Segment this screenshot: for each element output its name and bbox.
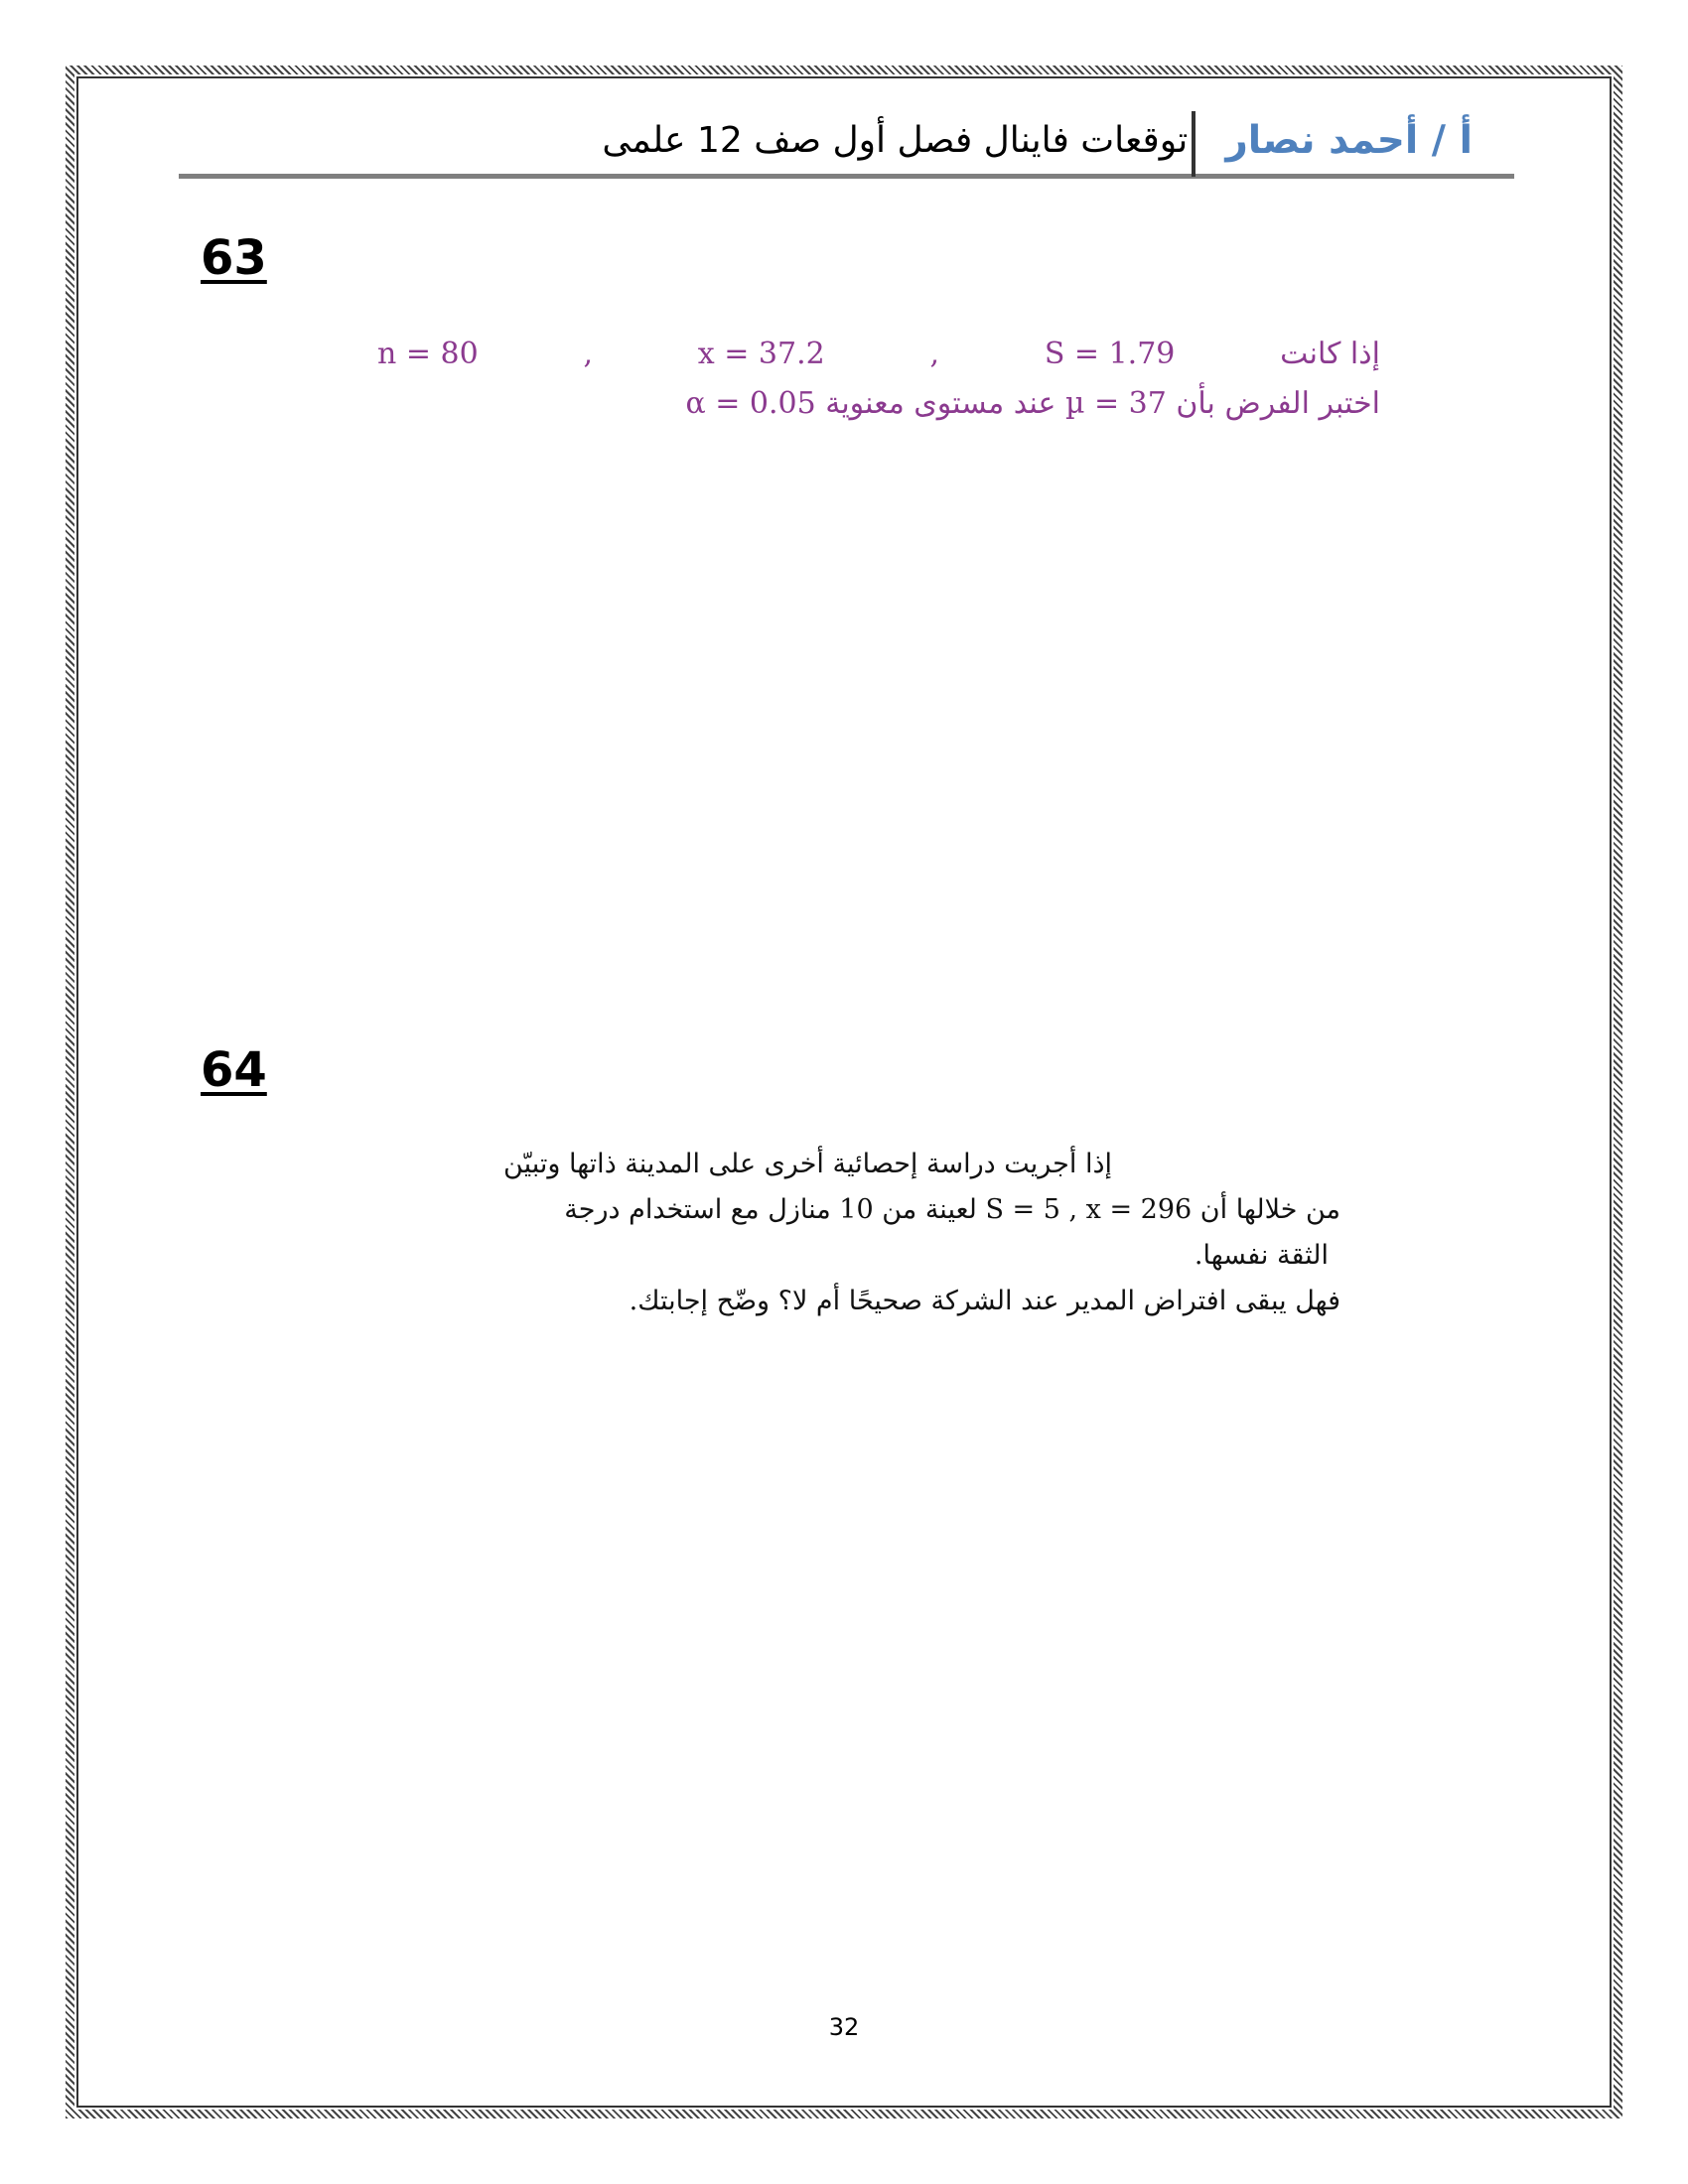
page-header: [179, 107, 1514, 179]
document-subtitle: توقعات فاينال فصل أول صف 12 علمى: [602, 119, 1189, 161]
question-number-63: 63: [201, 230, 267, 286]
q63-comma: ,: [583, 337, 594, 371]
question-64-line-1: إذا أجريت دراسة إحصائية أخرى على المدينة ذاتها وتبيّن: [503, 1149, 1112, 1179]
question-63-line-2: [377, 379, 1380, 429]
question-64-line-3: الثقة نفسها.: [1194, 1240, 1329, 1271]
question-64-line-2: من خلالها أن S = 5 , x = 296 لعينة من 10 منازل مع استخدام درجة: [564, 1194, 1340, 1225]
q63-instruction: اختبر الفرض بأن µ = 37 عند مستوى معنوية α = 0.05: [685, 386, 1380, 421]
q63-xbar-value: x = 37.2: [697, 337, 825, 371]
q63-n-value: n = 80: [377, 337, 479, 371]
page-number: 32: [828, 2013, 860, 2041]
question-63-text: [377, 330, 1380, 429]
question-number-64: 64: [201, 1042, 267, 1098]
question-64-text: [288, 1142, 1340, 1324]
q63-s-value: S = 1.79: [1044, 337, 1176, 371]
q63-comma: ,: [929, 337, 940, 371]
question-64-line-4: فهل يبقى افتراض المدير عند الشركة صحيحًا أم لا؟ وضّح إجابتك.: [629, 1286, 1340, 1316]
header-separator: [1192, 111, 1196, 177]
author-name: أ / أحمد نصار: [1225, 117, 1473, 163]
q63-if-label: إذا كانت: [1280, 337, 1380, 371]
question-63-line-1: [377, 330, 1380, 379]
